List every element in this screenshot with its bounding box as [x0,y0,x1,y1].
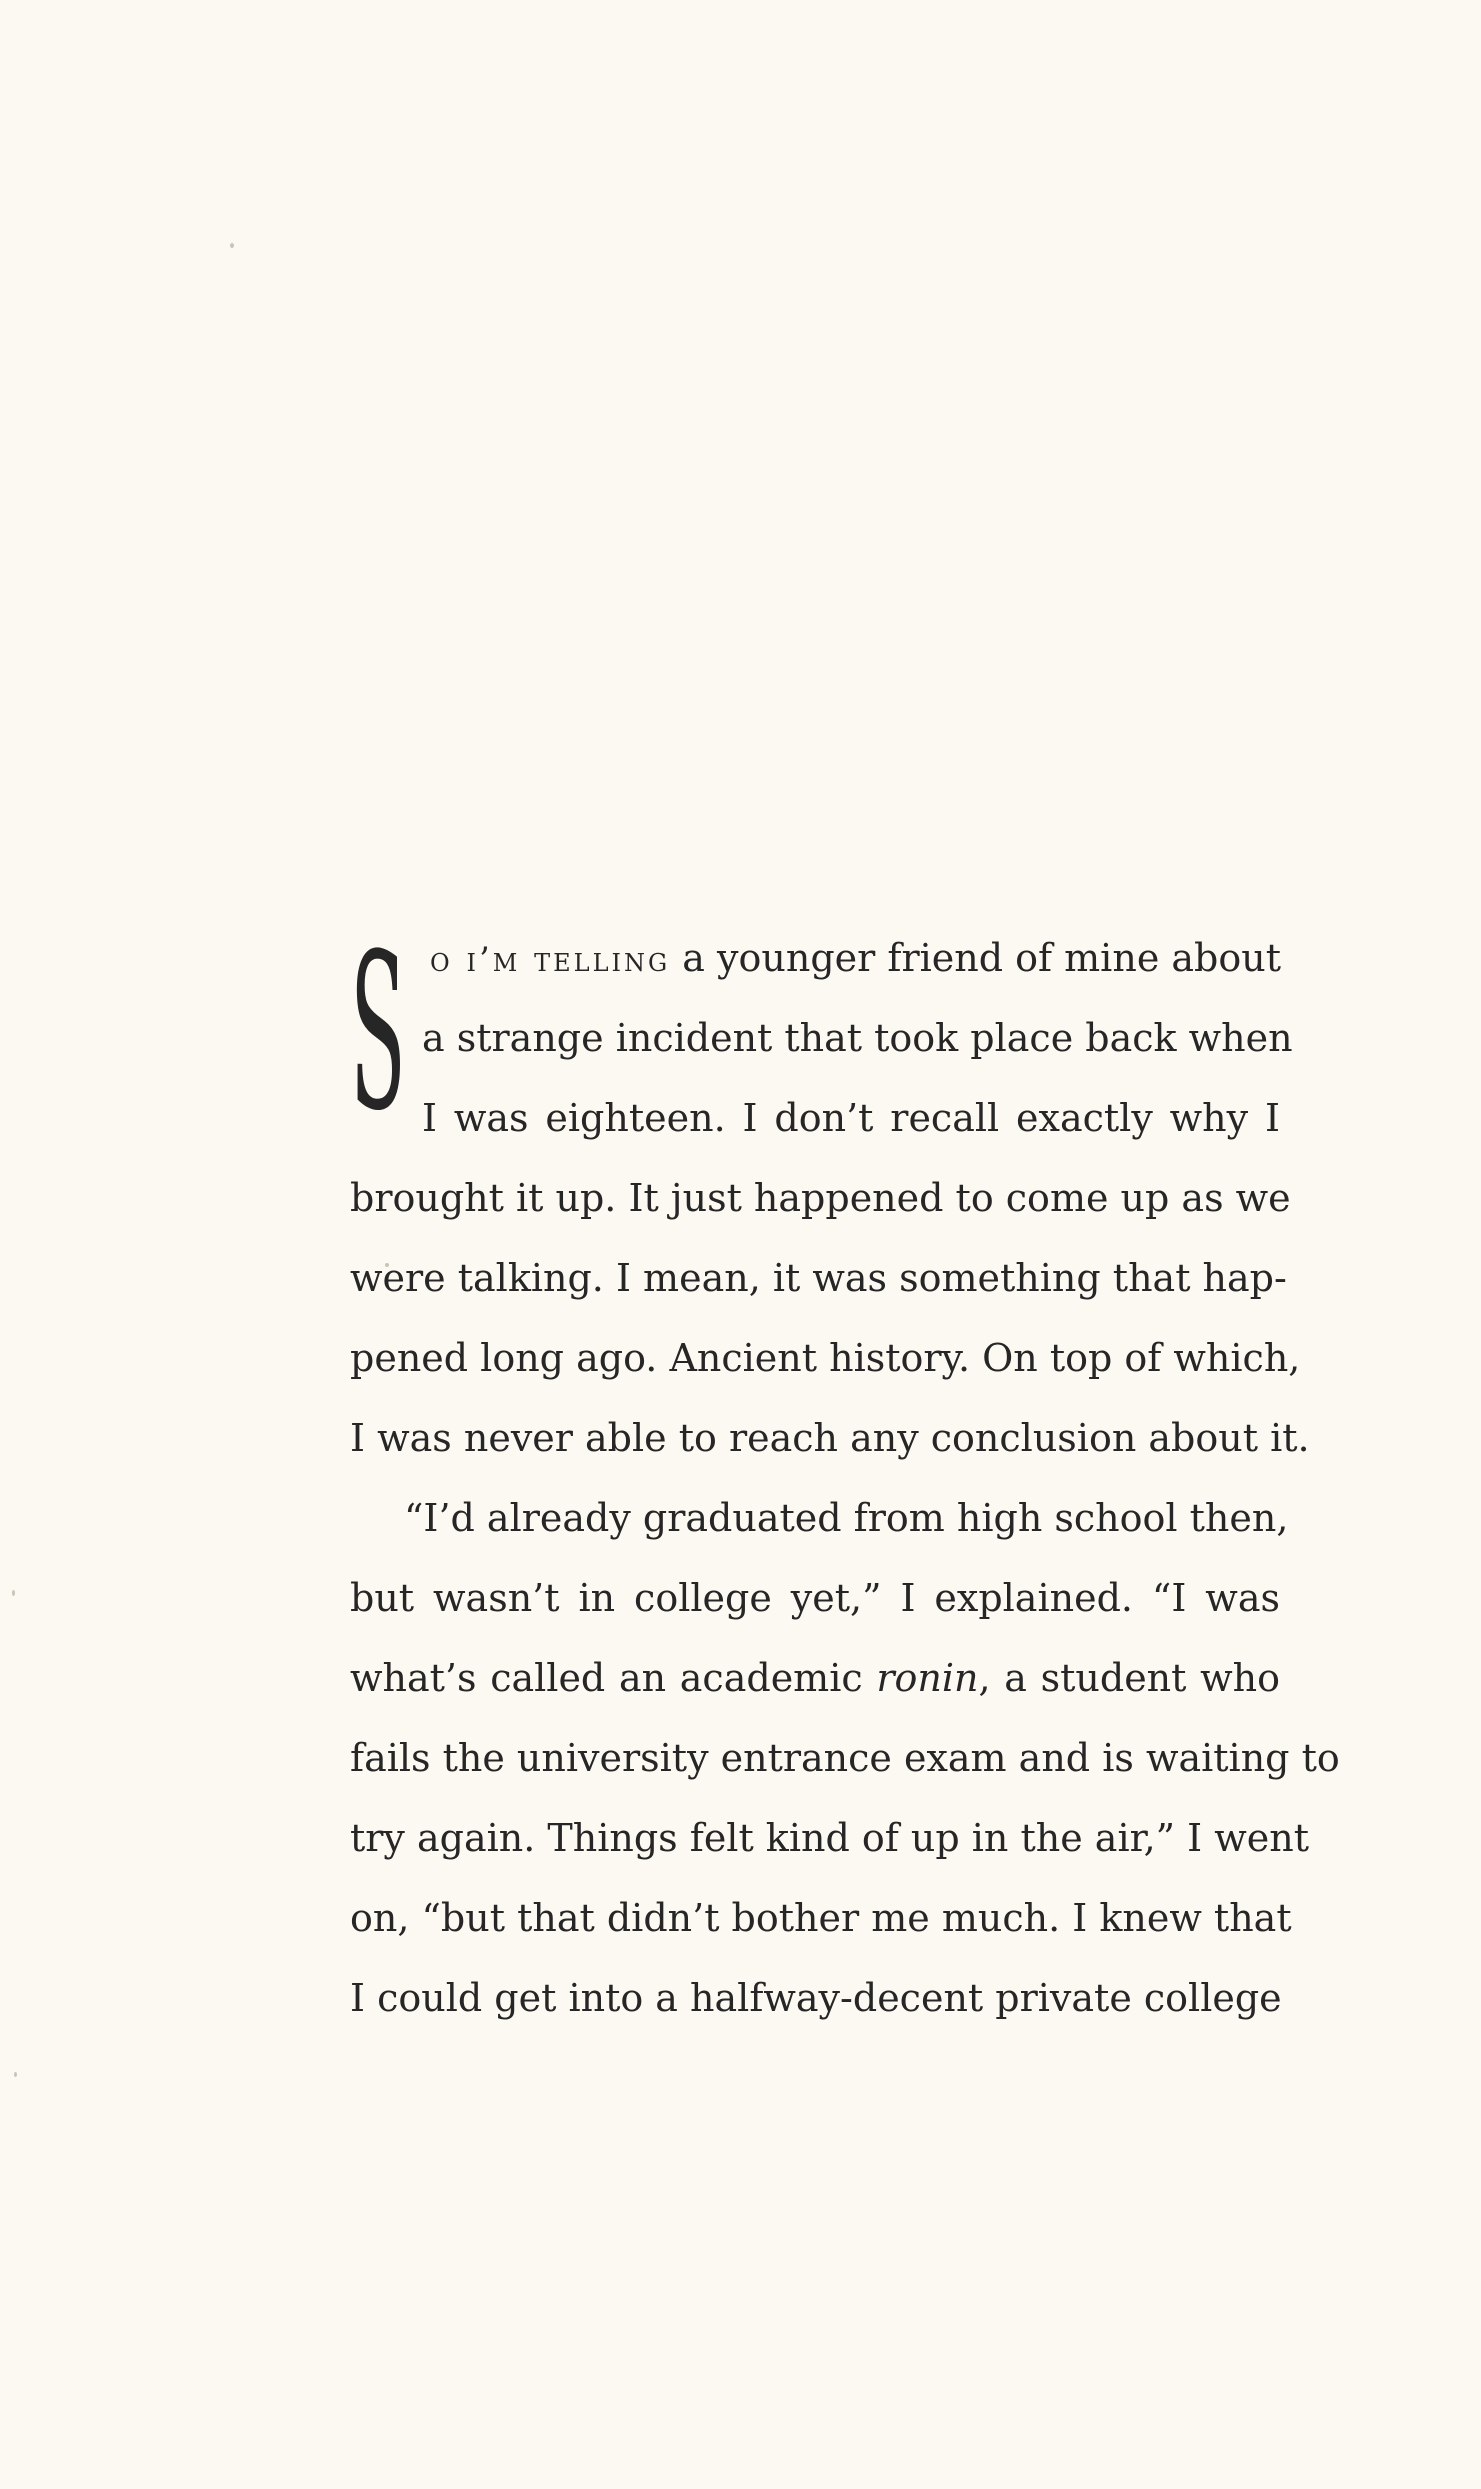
italic-word: ronin [876,1656,979,1700]
paper-speck [14,2072,17,2077]
text-line: a strange incident that took place back when [422,1016,1293,1060]
line-text: what’s called an academic [350,1656,877,1700]
drop-cap: S [350,907,406,1158]
text-line: try again. Things felt kind of up in the air,” I went [350,1816,1310,1860]
text-line: I was eighteen. I don’t recall exactly why I [422,1096,1280,1140]
text-line: brought it up. It just happened to come up as we [350,1176,1291,1220]
text-line: but wasn’t in college yet,” I explained. “I was [350,1576,1280,1620]
line-text: , a student who [978,1656,1280,1700]
text-line [430,928,1280,988]
paper-speck [230,243,234,248]
text-line: “I’d already graduated from high school then, [404,1496,1289,1540]
paper-speck [12,1590,15,1596]
text-line: fails the university entrance exam and is waiting to [350,1736,1340,1780]
text-line: pened long ago. Ancient history. On top of which, [350,1336,1301,1380]
text-line [350,1648,1280,1708]
text-line: on, “but that didn’t bother me much. I knew that [350,1896,1292,1940]
text-line: were talking. I mean, it was something that hap- [350,1256,1287,1300]
line-text: a younger friend of mine about [670,936,1281,980]
text-line: I was never able to reach any conclusion about it. [350,1416,1310,1460]
opening-small-caps: o i’m telling [430,940,671,980]
text-line: I could get into a halfway-decent private college [350,1976,1282,2020]
